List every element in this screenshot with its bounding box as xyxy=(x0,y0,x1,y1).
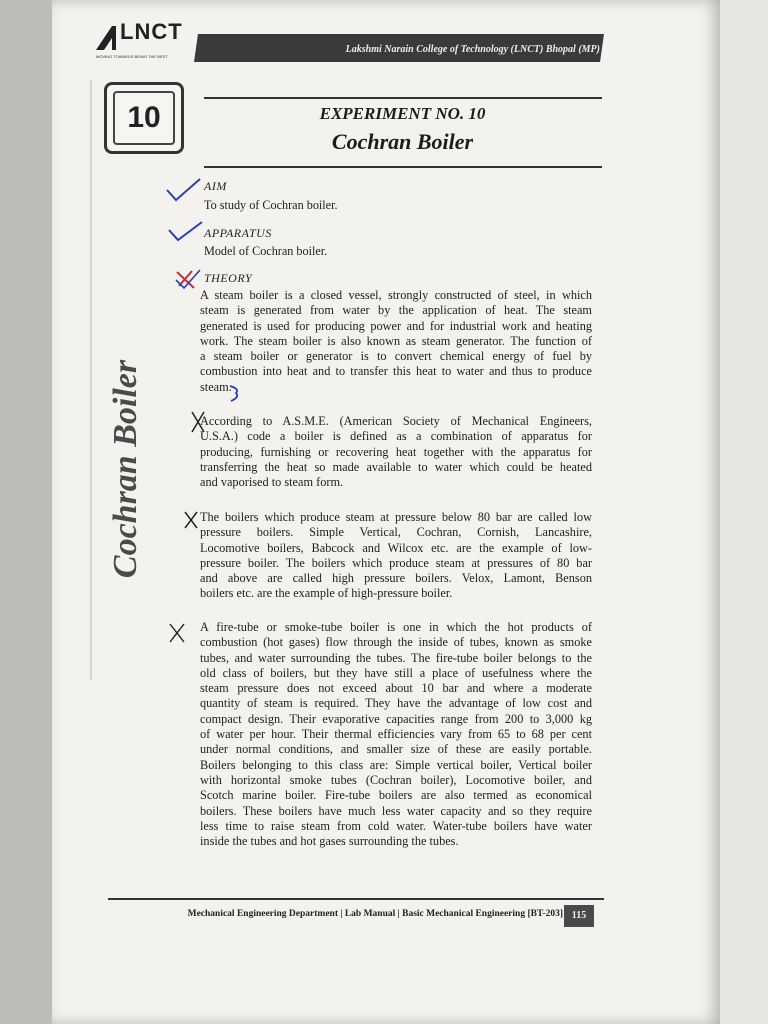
footer-text: Mechanical Engineering Department | Lab Manual | Basic Mechanical Engineering [BT-203] xyxy=(187,909,563,919)
text-line: combustion (hot gases) flow through the inside of tubes, known as smoke xyxy=(200,635,592,650)
logo-mark-icon xyxy=(96,26,122,50)
text-line: pressure boiler. The boilers which produce steam at pressures of 80 bar xyxy=(200,555,592,570)
text-line: and vaporised to steam form. xyxy=(200,475,344,490)
text-line: quantity of steam is required. They have the advantage of low cost and xyxy=(200,696,592,711)
apparatus-text: Model of Cochran boiler. xyxy=(204,244,328,258)
text-line: inside the tubes and hot gases surrounding the tubes. xyxy=(200,834,459,849)
text-line: Scotch marine boiler. Fire-tube boilers are also termed as economical xyxy=(200,788,592,803)
aim-heading: AIM xyxy=(204,179,227,193)
logo-text: LNCT xyxy=(120,19,183,44)
side-title-text: Cochran Boiler xyxy=(107,359,144,579)
experiment-number: 10 xyxy=(113,91,175,145)
text-line: Boilers belonging to this class are: Simple vertical boiler, Vertical boiler xyxy=(200,757,592,772)
text-line: compact design. Their evaporative capacities range from 200 to 3,000 kg xyxy=(200,711,592,726)
margin-line xyxy=(90,80,92,680)
cross-mark-icon xyxy=(168,622,186,644)
text-line: U.S.A.) code a boiler is defined as a combination of apparatus for xyxy=(200,429,592,444)
text-line: pressure boilers. Simple Vertical, Cochran, Cornish, Lancashire, xyxy=(200,525,592,540)
theory-paragraph-2 xyxy=(200,414,592,490)
college-name: Lakshmi Narain College of Technology (LNCT) Bhopal (MP) xyxy=(345,44,600,55)
text-line: steam is generated from water by the application of heat. The steam xyxy=(200,303,592,318)
text-line: Locomotive boilers, Babcock and Wilcox etc. are the example of low- xyxy=(200,540,592,555)
text-line: of water per hour. Their thermal efficiencies vary from 65 to 68 per cent xyxy=(200,727,592,742)
text-line: with horizontal smoke tubes (Cochran boiler), Locomotive boiler, and xyxy=(200,772,592,787)
page-edge xyxy=(720,0,768,1024)
text-line: old class of boilers, but they have still a place of usefulness where the xyxy=(200,665,592,680)
text-line: and above are called high pressure boilers. Velox, Lamont, Benson xyxy=(200,571,592,586)
logo-tagline: MOVING TOWARDS BEING THE BEST xyxy=(96,54,168,59)
title-rule-bottom xyxy=(204,166,602,168)
text-line: combustion into heat and to transfer this heat to water and thus to produce xyxy=(200,364,592,379)
text-line: steam pressure does not exceed about 10 bar and where a moderate xyxy=(200,681,592,696)
text-line: According to A.S.M.E. (American Society of Mechanical Engineers, xyxy=(200,414,592,428)
text-line: producing, furnishing or recovering heat together with the apparatus for xyxy=(200,444,592,459)
experiment-number-box xyxy=(104,82,184,154)
text-line: generated is used for producing power and for industrial work and heating xyxy=(200,318,592,333)
cross-mark-icon xyxy=(183,510,199,530)
aim-text: To study of Cochran boiler. xyxy=(204,198,338,212)
apparatus-heading: APPARATUS xyxy=(204,226,272,240)
page-number: 115 xyxy=(564,905,594,927)
theory-paragraph-4 xyxy=(200,620,592,849)
text-line: boilers etc. are the example of high-pressure boiler. xyxy=(200,586,453,601)
text-line: The boilers which produce steam at pressure below 80 bar are called low xyxy=(200,510,592,524)
footer-rule xyxy=(108,898,604,900)
theory-paragraph-3 xyxy=(200,510,592,602)
text-line: work. The steam boiler is also known as steam generator. The function of xyxy=(200,333,592,348)
college-logo xyxy=(96,19,196,59)
text-line: A steam boiler is a closed vessel, strongly constructed of steel, in which xyxy=(200,288,592,302)
page-title: Cochran Boiler xyxy=(331,129,474,154)
experiment-label: EXPERIMENT NO. 10 xyxy=(319,104,486,123)
theory-paragraph-1 xyxy=(200,288,592,395)
text-line: boilers. These boilers have much less water capacity and so they require xyxy=(200,803,592,818)
text-line: less time to raise steam from cold water. Water-tube boilers have water xyxy=(200,818,592,833)
text-line: steam. xyxy=(200,379,232,394)
text-line: under normal conditions, and smaller size of these are easily portable. xyxy=(200,742,592,757)
text-line: a steam boiler or generator is to convert chemical energy of fuel by xyxy=(200,349,592,364)
text-line: A fire-tube or smoke-tube boiler is one in which the hot products of xyxy=(200,620,592,634)
text-line: transferring the heat so made available to water which could be heated xyxy=(200,459,592,474)
theory-heading: THEORY xyxy=(204,271,253,285)
check-mark-icon xyxy=(164,176,204,206)
text-line: tubes, and water surrounding the tubes. The fire-tube boiler belongs to the xyxy=(200,650,592,665)
check-mark-icon xyxy=(166,218,206,248)
title-rule-top xyxy=(204,97,602,99)
